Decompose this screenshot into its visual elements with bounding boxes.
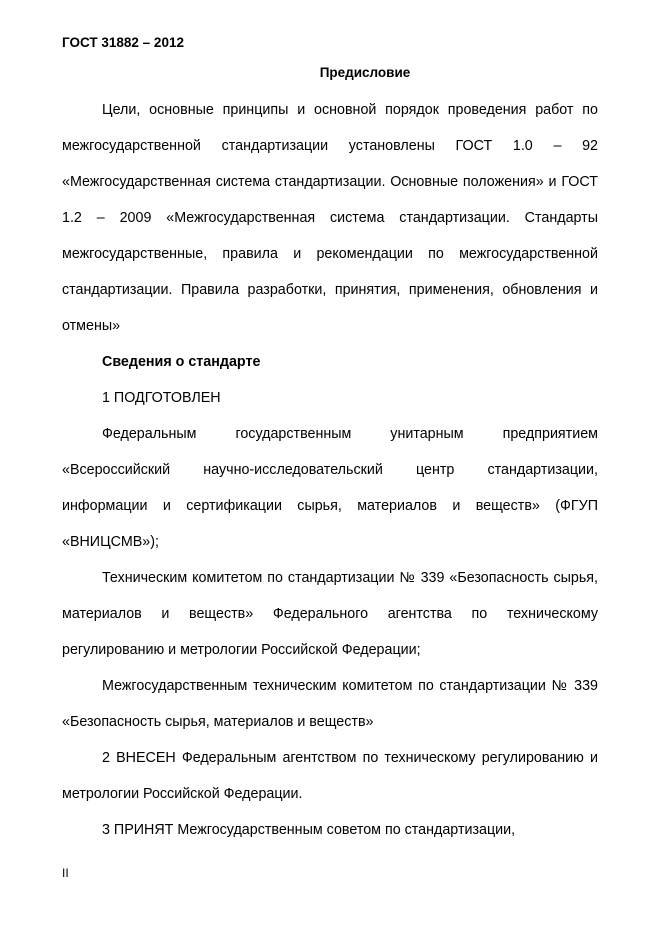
paragraph-item-1: 1 ПОДГОТОВЛЕН [102,390,221,406]
document-page [62,34,598,848]
paragraph-federal-enterprise: Федеральным государственным унитарным предприятием «Всероссийский научно-исследовательский центр стандартизации, информации и сертификации сырья, материалов и веществ» (ФГУП «ВНИЦСМВ»); [62,426,598,550]
document-header: ГОСТ 31882 – 2012 [62,35,184,50]
document-body [62,92,598,848]
paragraph-interstate-committee: Межгосударственным техническим комитетом по стандартизации № 339 «Безопасность сырья, материалов и веществ» [62,678,598,730]
paragraph-technical-committee: Техническим комитетом по стандартизации № 339 «Безопасность сырья, материалов и веществ» Федерального агентства по техническому регулированию и метрологии Российской Федерации; [62,570,598,658]
section-title: Предисловие [319,65,411,80]
paragraph-item-3: 3 ПРИНЯТ Межгосударственным советом по стандартизации, [102,822,516,838]
page-number: II [62,866,69,880]
paragraph-item-2: 2 ВНЕСЕН Федеральным агентством по техническому регулированию и метрологии Российской Федерации. [62,750,598,802]
subheading-standard-info: Сведения о стандарте [102,354,261,370]
paragraph-intro: Цели, основные принципы и основной порядок проведения работ по межгосударственной стандартизации установлены ГОСТ 1.0 – 92 «Межгосударственная система стандартизации. Основные положения» и ГОСТ 1.2 – 2009 «Межгосударственная система стандартизации. Стандарты межгосударственные, правила и рекомендации по межгосударственной стандартизации. Правила разработки, принятия, применения, обновления и отмены» [62,102,598,334]
